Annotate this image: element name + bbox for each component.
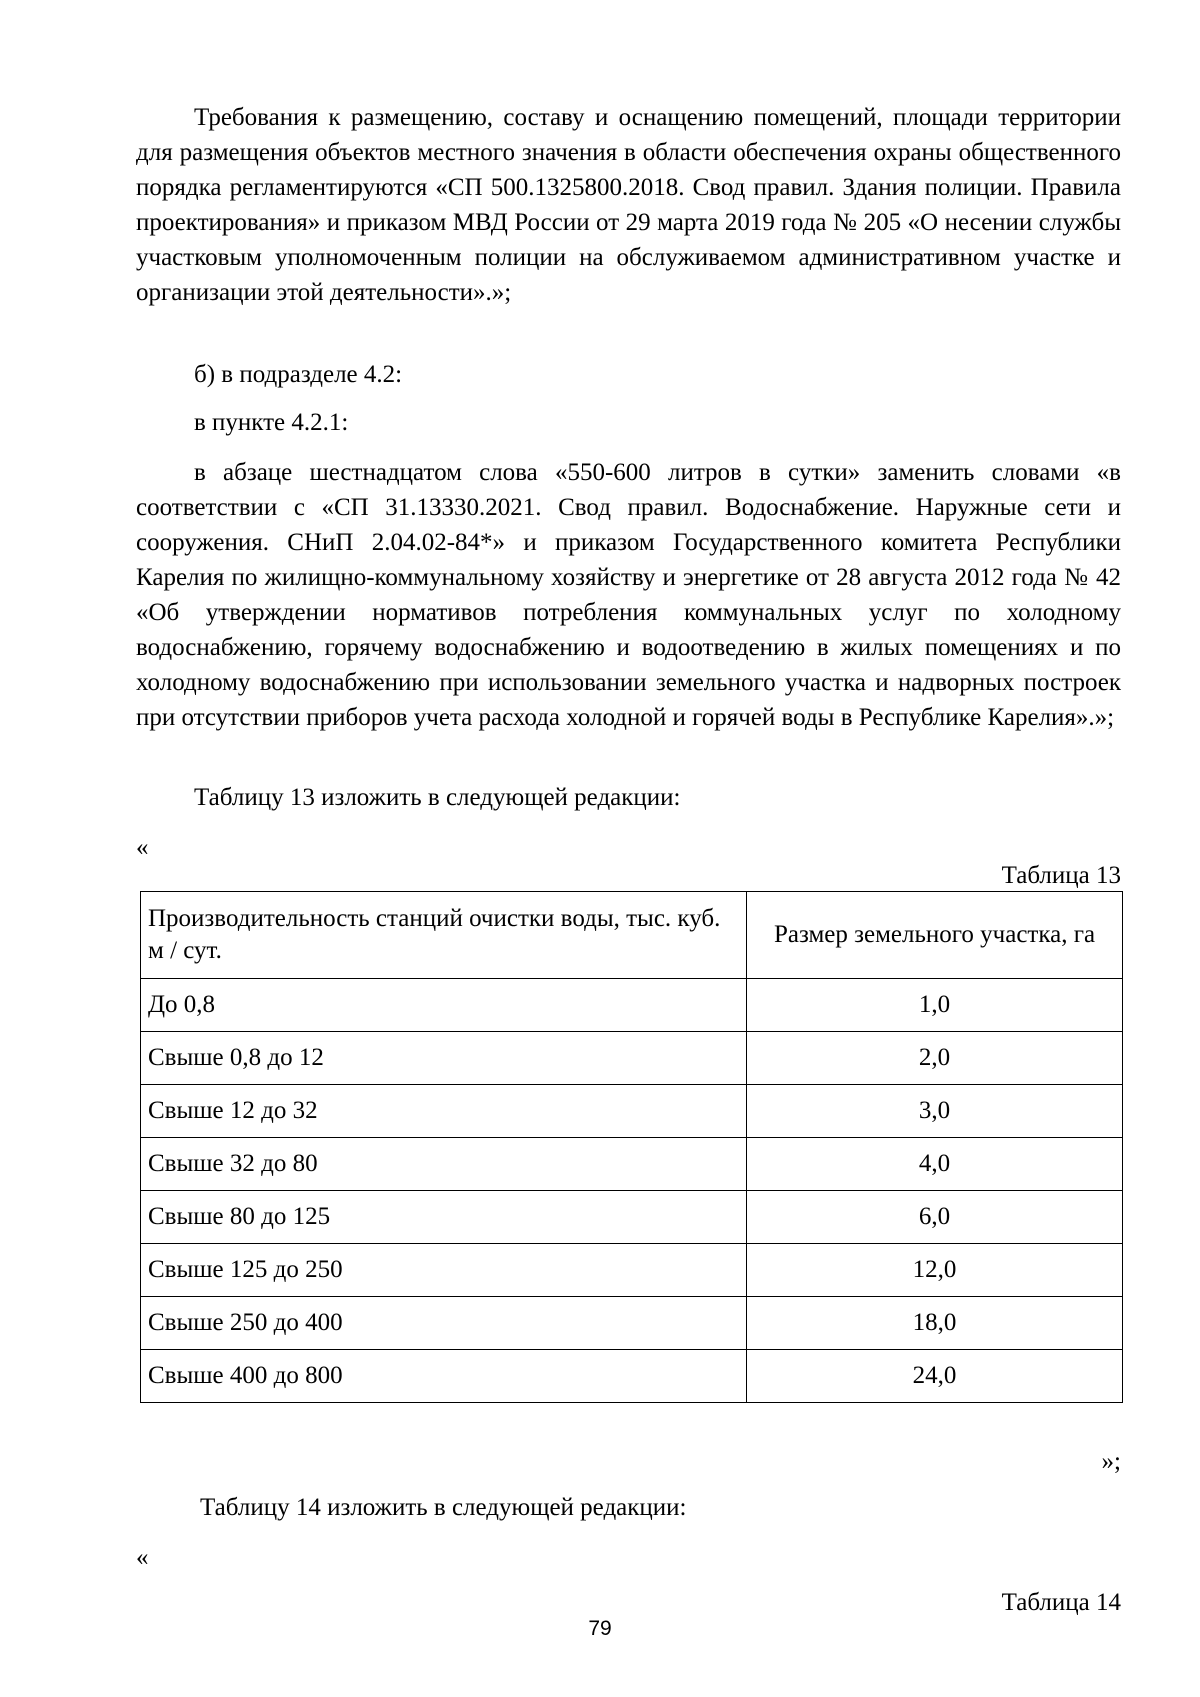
land-size-cell: 12,0 bbox=[747, 1244, 1123, 1297]
table-row bbox=[141, 1244, 1123, 1297]
header-land-size: Размер земельного участка, га bbox=[747, 892, 1123, 979]
opening-quote-mark: « bbox=[136, 1544, 149, 1571]
table-14-caption: Таблица 14 bbox=[1001, 1589, 1121, 1616]
table-13-caption: Таблица 13 bbox=[1001, 862, 1121, 889]
opening-quote-mark: « bbox=[136, 834, 149, 861]
land-size-cell: 1,0 bbox=[747, 979, 1123, 1032]
paragraph-item-4-2-1: в пункте 4.2.1: bbox=[194, 409, 349, 436]
land-size-cell: 2,0 bbox=[747, 1032, 1123, 1085]
land-size-cell: 4,0 bbox=[747, 1138, 1123, 1191]
table-row bbox=[141, 1191, 1123, 1244]
table-row bbox=[141, 979, 1123, 1032]
paragraph-table-14-intro: Таблицу 14 изложить в следующей редакции: bbox=[200, 1494, 687, 1521]
land-size-cell: 24,0 bbox=[747, 1350, 1123, 1403]
table-header-row bbox=[141, 892, 1123, 979]
paragraph-water-consumption-amendment: в абзаце шестнадцатом слова «550-600 литров в сутки» заменить словами «в соответствии с «СП 31.13330.2021. Свод правил. Водоснабжение. Наружные сети и сооружения. СНиП 2.04.02-84*» и приказом Государственного комитета Республики Карелия по жилищно-коммунальному хозяйству и энергетике от 28 августа 2012 года № 42 «Об утверждении нормативов потребления коммунальных услуг по холодному водоснабжению, горячему водоснабжению и водоотведению в жилых помещениях и по холодному водоснабжению при использовании земельного участка и надворных построек при отсутствии приборов учета расхода холодной и горячей воды в Республике Карелия».»; bbox=[136, 459, 1121, 731]
paragraph-subsection-4-2: б) в подразделе 4.2: bbox=[194, 361, 403, 388]
capacity-cell: Свыше 400 до 800 bbox=[141, 1350, 747, 1403]
land-size-cell: 6,0 bbox=[747, 1191, 1123, 1244]
table-row bbox=[141, 1032, 1123, 1085]
paragraph-police-premises-requirements: Требования к размещению, составу и оснащению помещений, площади территории для размещения объектов местного значения в области обеспечения охраны общественного порядка регламентируются «СП 500.1325800.2018. Свод правил. Здания полиции. Правила проектирования» и приказом МВД России от 29 марта 2019 года № 205 «О несении службы участковым уполномоченным полиции на обслуживаемом административном участке и организации этой деятельности».»; bbox=[136, 104, 1121, 306]
table-row bbox=[141, 1138, 1123, 1191]
capacity-cell: Свыше 80 до 125 bbox=[141, 1191, 747, 1244]
table-row bbox=[141, 1085, 1123, 1138]
land-size-cell: 3,0 bbox=[747, 1085, 1123, 1138]
table-13 bbox=[140, 891, 1123, 1403]
table-row bbox=[141, 1297, 1123, 1350]
table-row bbox=[141, 1350, 1123, 1403]
paragraph-table-13-intro: Таблицу 13 изложить в следующей редакции: bbox=[194, 784, 681, 811]
capacity-cell: До 0,8 bbox=[141, 979, 747, 1032]
closing-quote-mark: »; bbox=[1101, 1448, 1121, 1475]
capacity-cell: Свыше 12 до 32 bbox=[141, 1085, 747, 1138]
header-capacity: Производительность станций очистки воды, тыс. куб. м / сут. bbox=[141, 892, 747, 979]
land-size-cell: 18,0 bbox=[747, 1297, 1123, 1350]
capacity-cell: Свыше 250 до 400 bbox=[141, 1297, 747, 1350]
capacity-cell: Свыше 0,8 до 12 bbox=[141, 1032, 747, 1085]
capacity-cell: Свыше 125 до 250 bbox=[141, 1244, 747, 1297]
page-number: 79 bbox=[588, 1617, 612, 1640]
capacity-cell: Свыше 32 до 80 bbox=[141, 1138, 747, 1191]
